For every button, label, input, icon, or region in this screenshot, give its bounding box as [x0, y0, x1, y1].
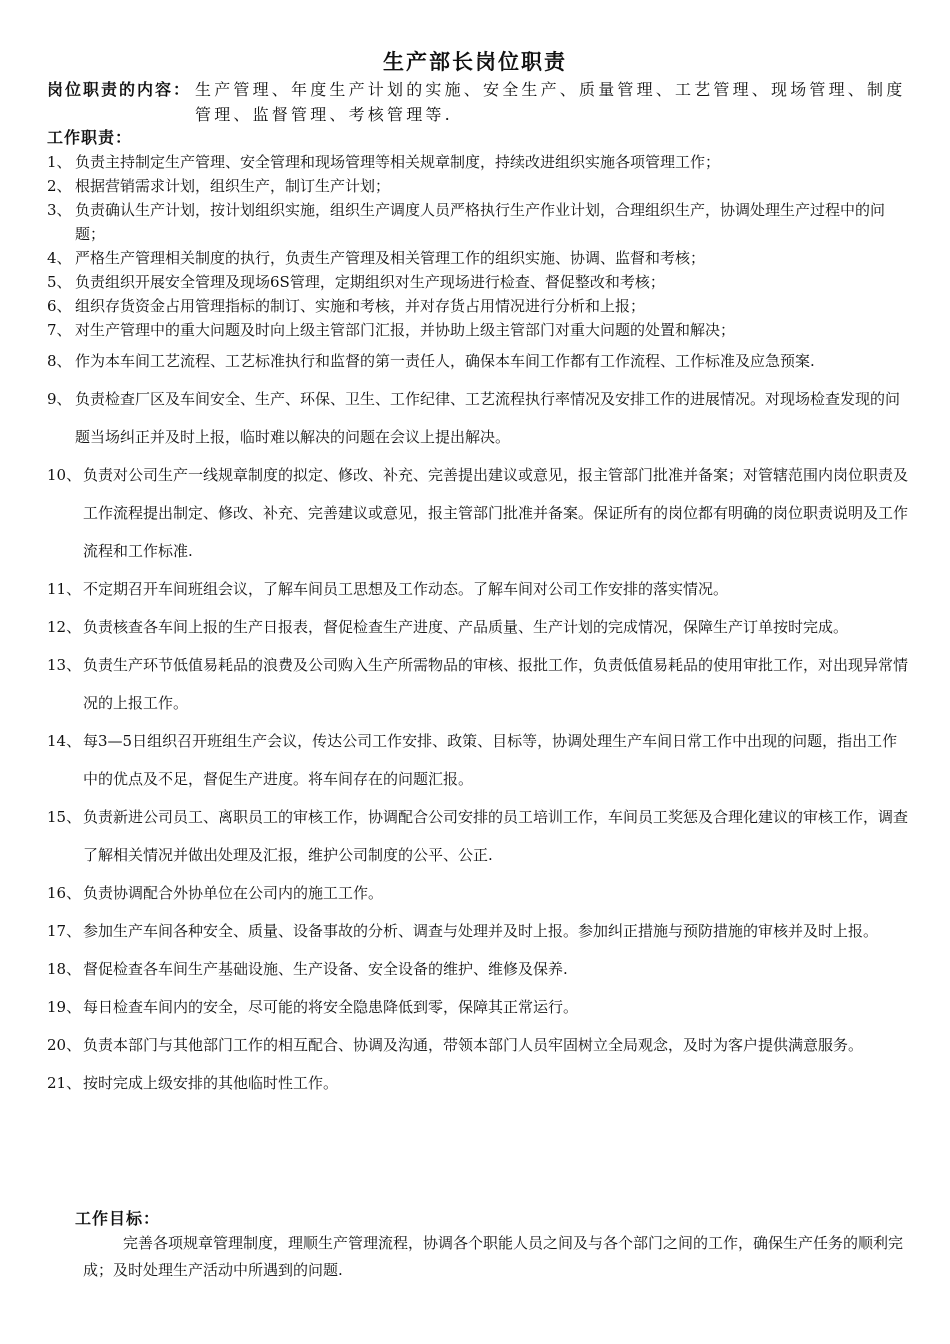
- duty-text: 参加生产车间各种安全、质量、设备事故的分析、调查与处理并及时上报。参加纠正措施与预防措施的审核并及时上报。: [83, 922, 879, 940]
- content-text: 生产管理、年度生产计划的实施、安全生产、质量管理、工艺管理、现场管理、制度管理、监督管理、考核管理等.: [195, 80, 906, 124]
- duties-list: [47, 150, 909, 1102]
- duty-text: 负责组织开展安全管理及现场6S管理，定期组织对生产现场进行检查、督促整改和考核；: [75, 273, 665, 291]
- duty-number: 19、: [47, 998, 82, 1016]
- duty-item: [47, 150, 909, 174]
- duty-item: [47, 198, 909, 246]
- duty-number: 16、: [47, 884, 82, 902]
- duty-number: 21、: [47, 1074, 82, 1092]
- duty-item: [47, 608, 909, 646]
- duty-text: 负责主持制定生产管理、安全管理和现场管理等相关规章制度，持续改进组织实施各项管理工作；: [75, 153, 721, 171]
- duty-item: [47, 950, 909, 988]
- duty-item: [47, 570, 909, 608]
- duty-number: 14、: [47, 732, 82, 750]
- duty-item: [47, 456, 909, 570]
- duty-item: [47, 318, 909, 342]
- duty-number: 20、: [47, 1036, 82, 1054]
- duty-item: [47, 912, 909, 950]
- duty-item: [47, 1026, 909, 1064]
- duty-item: [47, 342, 909, 380]
- duty-item: [47, 380, 909, 456]
- duty-item: [47, 1064, 909, 1102]
- duty-item: [47, 270, 909, 294]
- duty-text: 督促检查各车间生产基础设施、生产设备、安全设备的维护、维修及保养.: [83, 960, 568, 978]
- duty-text: 负责确认生产计划，按计划组织实施，组织生产调度人员严格执行生产作业计划，合理组织生产，协调处理生产过程中的问题；: [75, 201, 886, 243]
- responsibility-content: [47, 77, 907, 127]
- duty-item: [47, 988, 909, 1026]
- duty-text: 每日检查车间内的安全，尽可能的将安全隐患降低到零，保障其正常运行。: [83, 998, 579, 1016]
- duty-number: 11、: [47, 580, 82, 598]
- duty-number: 9、: [47, 390, 72, 408]
- duty-number: 13、: [47, 656, 82, 674]
- duty-item: [47, 722, 909, 798]
- duty-text: 负责生产环节低值易耗品的浪费及公司购入生产所需物品的审核、报批工作，负责低值易耗品的使用审批工作，对出现异常情况的上报工作。: [83, 656, 909, 712]
- goal-text: 完善各项规章管理制度，理顺生产管理流程，协调各个职能人员之间及与各个部门之间的工作，确保生产任务的顺利完成；及时处理生产活动中所遇到的问题.: [83, 1234, 904, 1279]
- duty-item: [47, 798, 909, 874]
- page-title: 生产部长岗位职责: [383, 50, 567, 74]
- duty-text: 负责检查厂区及车间安全、生产、环保、卫生、工作纪律、工艺流程执行率情况及安排工作的进展情况。对现场检查发现的问题当场纠正并及时上报，临时难以解决的问题在会议上提出解决。: [75, 390, 901, 446]
- duty-item: [47, 246, 909, 270]
- duty-number: 17、: [47, 922, 82, 940]
- duty-text: 作为本车间工艺流程、工艺标准执行和监督的第一责任人，确保本车间工作都有工作流程、工作标准及应急预案.: [75, 352, 815, 370]
- duty-text: 负责核查各车间上报的生产日报表，督促检查生产进度、产品质量、生产计划的完成情况，保障生产订单按时完成。: [83, 618, 849, 636]
- duty-text: 严格生产管理相关制度的执行，负责生产管理及相关管理工作的组织实施、协调、监督和考核；: [75, 249, 706, 267]
- duty-text: 组织存货资金占用管理指标的制订、实施和考核，并对存货占用情况进行分析和上报；: [75, 297, 646, 315]
- duty-number: 7、: [47, 321, 72, 339]
- duty-number: 10、: [47, 466, 82, 484]
- duty-text: 负责本部门与其他部门工作的相互配合、协调及沟通，带领本部门人员牢固树立全局观念，及时为客户提供满意服务。: [83, 1036, 864, 1054]
- duty-item: [47, 646, 909, 722]
- duty-number: 4、: [47, 249, 72, 267]
- duty-number: 15、: [47, 808, 82, 826]
- duties-heading: 工作职责：: [47, 128, 133, 147]
- duty-text: 根据营销需求计划，组织生产，制订生产计划；: [75, 177, 391, 195]
- goal-heading: 工作目标：: [75, 1209, 161, 1228]
- duty-text: 负责对公司生产一线规章制度的拟定、修改、补充、完善提出建议或意见，报主管部门批准并备案；对管辖范围内岗位职责及工作流程提出制定、修改、补充、完善建议或意见，报主管部门批准并备案。保证所有的岗位都有明确的岗位职责说明及工作流程和工作标准.: [83, 466, 909, 560]
- duty-number: 6、: [47, 297, 72, 315]
- duty-number: 12、: [47, 618, 82, 636]
- duty-number: 1、: [47, 153, 72, 171]
- duty-text: 负责协调配合外协单位在公司内的施工工作。: [83, 884, 384, 902]
- duty-text: 按时完成上级安排的其他临时性工作。: [83, 1074, 339, 1092]
- duty-number: 3、: [47, 201, 72, 219]
- duty-item: [47, 874, 909, 912]
- content-label: 岗位职责的内容：: [47, 80, 192, 99]
- duty-number: 2、: [47, 177, 72, 195]
- duty-number: 5、: [47, 273, 72, 291]
- duty-text: 对生产管理中的重大问题及时向上级主管部门汇报，并协助上级主管部门对重大问题的处置和解决；: [75, 321, 736, 339]
- duty-text: 不定期召开车间班组会议，了解车间员工思想及工作动态。了解车间对公司工作安排的落实情况。: [83, 580, 729, 598]
- duty-item: [47, 294, 909, 318]
- duty-text: 负责新进公司员工、离职员工的审核工作，协调配合公司安排的员工培训工作，车间员工奖惩及合理化建议的审核工作，调查了解相关情况并做出处理及汇报，维护公司制度的公平、公正.: [83, 808, 909, 864]
- duty-number: 8、: [47, 352, 72, 370]
- duty-text: 每3—5日组织召开班组生产会议，传达公司工作安排、政策、目标等，协调处理生产车间日常工作中出现的问题，指出工作中的优点及不足，督促生产进度。将车间存在的问题汇报。: [83, 732, 898, 788]
- duty-number: 18、: [47, 960, 82, 978]
- duty-item: [47, 174, 909, 198]
